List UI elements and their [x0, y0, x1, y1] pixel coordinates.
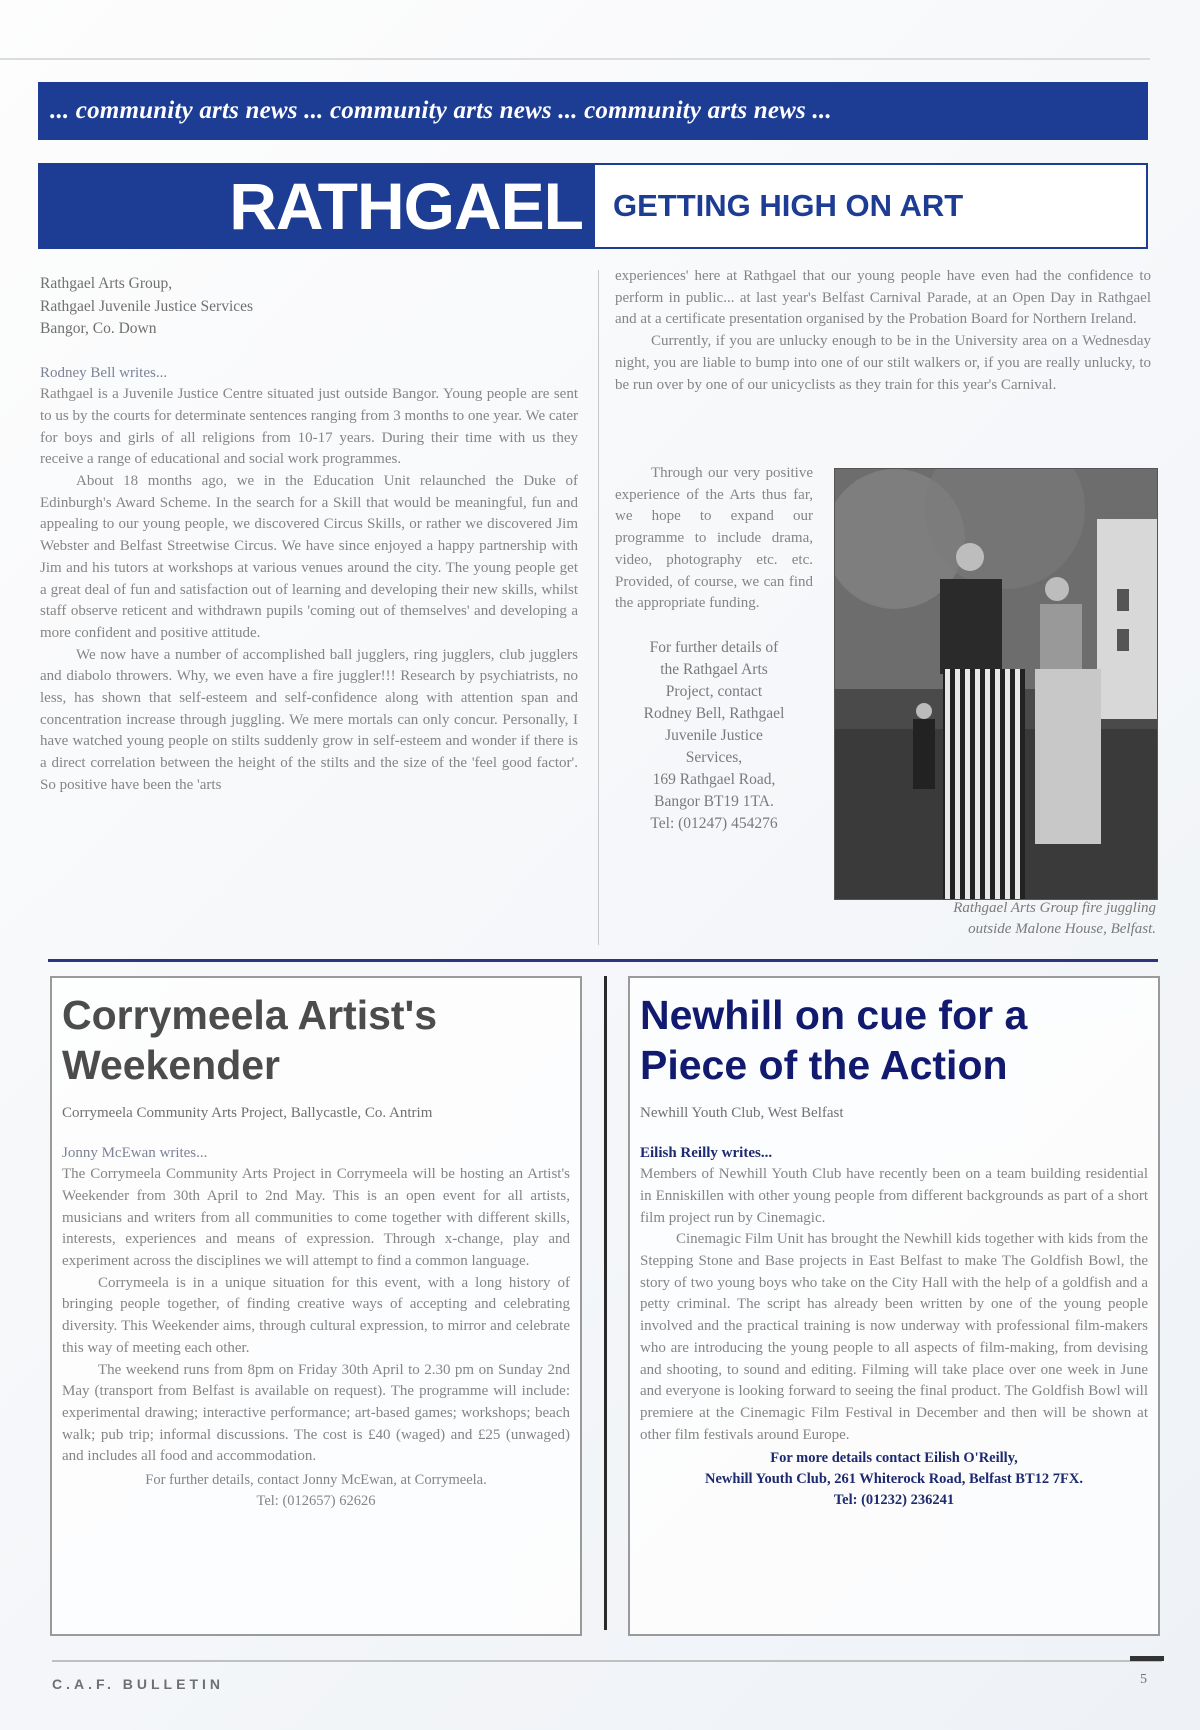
contact-line: For further details, contact Jonny McEwan, at Corrymeela. — [145, 1472, 487, 1489]
newhill-contact — [640, 1448, 1148, 1511]
contact-line: Newhill Youth Club, 261 Whiterock Road, Belfast BT12 7FX. — [705, 1471, 1083, 1488]
title-line: Weekender — [62, 1042, 281, 1088]
caption-line: outside Malone House, Belfast. — [968, 921, 1156, 937]
contact-line: Tel: (01232) 236241 — [833, 1492, 955, 1509]
footer-tab-mark — [1130, 1656, 1164, 1661]
newhill-title — [640, 990, 1148, 1090]
section-rule — [48, 959, 1158, 962]
page-number: 5 — [1140, 1672, 1147, 1687]
paragraph: Corrymeela is in a unique situation for this event, with a long history of bringing people together, of finding creative ways of accepting and celebrating diversity. This Weekender aims, through cultural expression, to mirror and celebrate this way of meeting each other. — [62, 1274, 570, 1356]
corrymeela-org: Corrymeela Community Arts Project, Ballycastle, Co. Antrim — [62, 1105, 433, 1121]
rathgael-narrow-column — [615, 463, 813, 835]
rathgael-org — [40, 273, 578, 341]
org-line: Rathgael Arts Group, — [40, 275, 173, 292]
photo-caption — [834, 898, 1156, 940]
contact-line: 169 Rathgael Road, — [652, 770, 776, 788]
footer-rule — [52, 1660, 1162, 1662]
contact-line: Tel: (012657) 62626 — [256, 1493, 376, 1510]
paragraph: Currently, if you are unlucky enough to be in the University area on a Wednesday night, you are liable to bump into one of our stilt walkers or, if you are really unlucky, to be run over by one of our unicyclists as they train for this year's Carnival. — [615, 333, 1151, 393]
paragraph: The Corrymeela Community Arts Project in Corrymeela will be hosting an Artist's Weekender from 30th April to 2nd May. This is an open event for all artists, musicians and writers from all communities to come together with different skills, interests, experiences and means of expression. Through x-change, play and experiment across the disciplines we will attempt to find a common language. — [62, 1166, 570, 1270]
rathgael-left-column — [40, 273, 578, 797]
rathgael-right-column — [615, 266, 1151, 396]
publication-name: C.A.F. BULLETIN — [52, 1676, 224, 1692]
org-line: Bangor, Co. Down — [40, 320, 157, 337]
paragraph: Members of Newhill Youth Club have recently been on a team building residential in Enniskillen with other young people from different backgrounds as part of a short film project run by Cinemagic. — [640, 1166, 1148, 1226]
paragraph: Cinemagic Film Unit has brought the Newhill kids together with kids from the Stepping Stone and Base projects in East Belfast to make The Goldfish Bowl, the story of two young boys who take on the City Hall with the help of a goldfish and a petty criminal. The script has already been written by one of the young people involved and the practical training is now underway with professional film-makers who are introducing the young people to all aspects of film-making, from devising and shooting, to sound and editing. Filming will take place over one week in June and everyone is looking forward to seeing the final product. The Goldfish Bowl will premiere at the Cinemagic Film Festival in December and then will be shown at other film festivals around Europe. — [640, 1231, 1148, 1443]
contact-line: For further details of — [649, 638, 779, 656]
photo-illustration — [835, 469, 1157, 899]
title-line: Piece of the Action — [640, 1042, 1008, 1088]
corrymeela-title — [62, 990, 570, 1090]
rathgael-subtitle: GETTING HIGH ON ART — [613, 188, 964, 223]
box-divider — [604, 976, 607, 1630]
newhill-article — [628, 976, 1160, 1636]
rathgael-title: RATHGAEL — [40, 165, 595, 247]
paragraph: Rathgael is a Juvenile Justice Centre situated just outside Bangor. Young people are sent to us by the courts for determinate sentences ranging from 3 months to one year. We cater for boys and girls of all religions from 10-17 years. During their time with us they receive a range of educational and social work programmes. — [40, 386, 578, 468]
contact-line: Rodney Bell, Rathgael — [643, 704, 785, 722]
paragraph: About 18 months ago, we in the Education Unit relaunched the Duke of Edinburgh's Award Scheme. In the search for a Skill that would be meaningful, fun and appealing to our young people, we discovered Circus Skills, or rather we discovered Jim Webster and Belfast Streetwise Circus. We have since enjoyed a happy partnership with Jim and his tutors at workshops at various venues around the city. The young people get a great deal of fun and satisfaction out of learning and developing their new skills, whilst staff observe reticent and withdrawn pupils 'coming out of themselves' and developing a more confident and positive attitude. — [40, 473, 578, 641]
contact-line: For more details contact Eilish O'Reilly, — [770, 1450, 1018, 1467]
paragraph: Through our very positive experience of the Arts thus far, we hope to expand our programme to include drama, video, photography etc. etc. Provided, of course, we can find the appropriate funding. — [615, 465, 813, 612]
rathgael-headline — [38, 163, 1148, 249]
paragraph: We now have a number of accomplished ball jugglers, ring jugglers, club jugglers and diabolo throwers. Why, we even have a fire juggler!!! Research by psychiatrists, no less, has shown that self-esteem and self-confidence along with attention span and concentration increase through juggling. We mere mortals can only concur. Personally, I have watched young people on stilts suddenly grow in self-esteem and wonder if there is a direct correlation between the height of the stilts and the size of the 'feel good factor'. So positive have been the 'arts — [40, 646, 578, 793]
contact-line: the Rathgael Arts — [660, 660, 768, 678]
caption-line: Rathgael Arts Group fire juggling — [953, 900, 1156, 916]
rathgael-contact — [615, 637, 813, 835]
contact-line: Bangor BT19 1TA. — [654, 792, 774, 810]
stilt-walkers-photo — [834, 468, 1158, 900]
corrymeela-contact — [62, 1470, 570, 1512]
corrymeela-article — [50, 976, 582, 1636]
rathgael-byline: Rodney Bell writes... — [40, 364, 168, 381]
contact-line: Services, — [685, 748, 743, 766]
contact-line: Tel: (01247) 454276 — [650, 814, 778, 832]
title-line: Corrymeela Artist's — [62, 992, 438, 1038]
org-line: Rathgael Juvenile Justice Services — [40, 297, 254, 315]
community-arts-news-banner: ... community arts news ... community arts news ... community arts news ... — [38, 82, 1148, 140]
newhill-byline: Eilish Reilly writes... — [640, 1144, 773, 1161]
contact-line: Juvenile Justice — [665, 726, 763, 744]
title-line: Newhill on cue for a — [640, 992, 1028, 1038]
corrymeela-byline: Jonny McEwan writes... — [62, 1144, 208, 1161]
paragraph: The weekend runs from 8pm on Friday 30th April to 2.30 pm on Sunday 2nd May (transport from Belfast is available on request). The programme will include: experimental drawing; interactive performance; art-based games; workshops; beach walk; pub trip; informal discussions. The cost is £40 (waged) and £25 (unwaged) and includes all food and accommodation. — [62, 1361, 570, 1465]
top-rule — [0, 58, 1150, 60]
contact-line: Project, contact — [665, 682, 763, 700]
paragraph: experiences' here at Rathgael that our young people have even had the confidence to perform in public... at last year's Belfast Carnival Parade, at an Open Day in Rathgael and at a certificate presentation organised by the Probation Board for Northern Ireland. — [615, 268, 1151, 328]
column-divider — [598, 270, 599, 945]
newhill-org: Newhill Youth Club, West Belfast — [640, 1105, 844, 1121]
